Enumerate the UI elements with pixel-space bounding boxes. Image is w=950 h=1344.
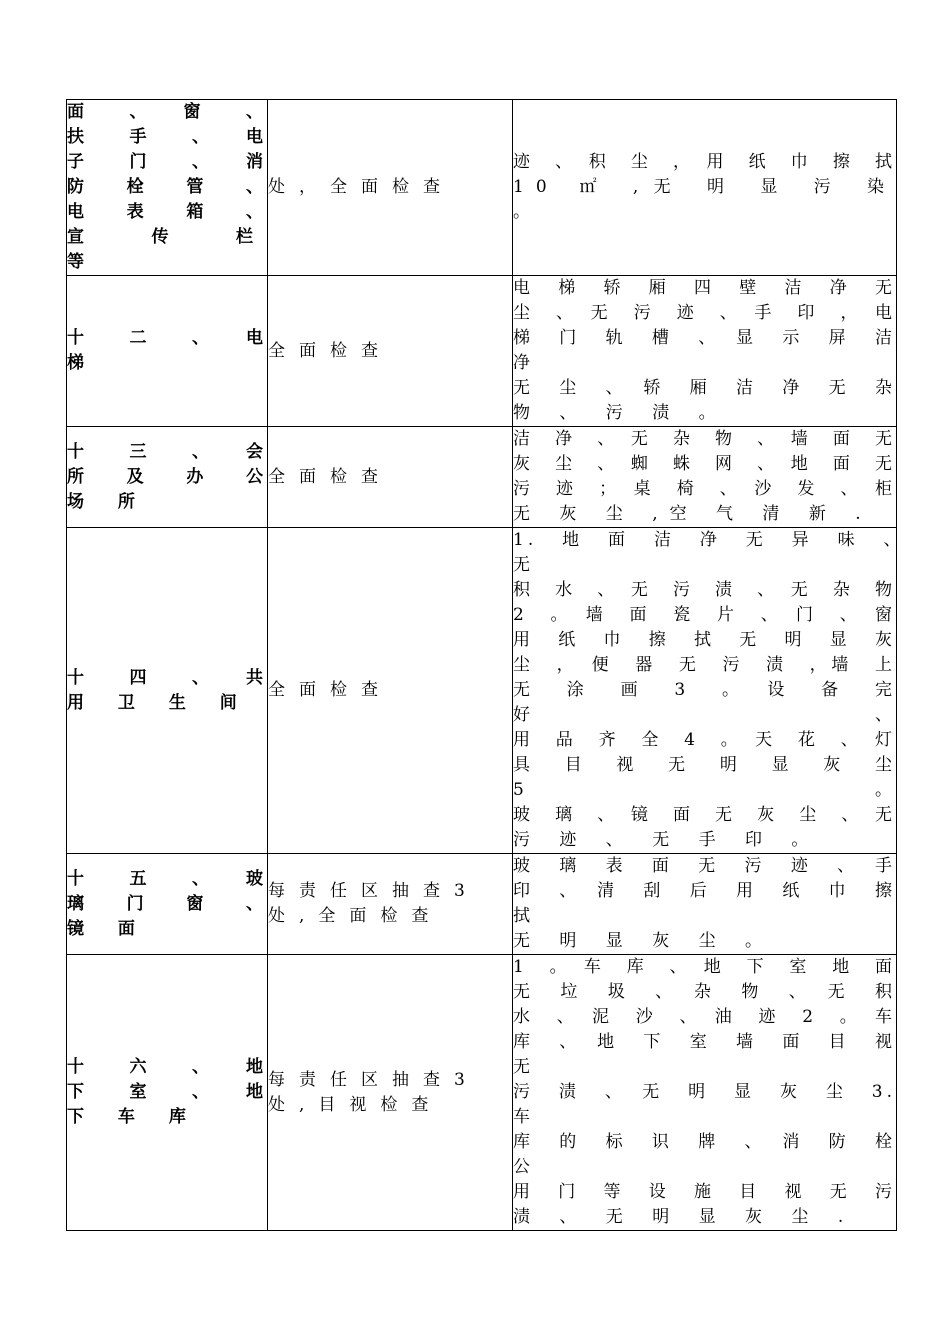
text-line: 电 表 箱 、 — [67, 202, 267, 222]
table-row — [67, 427, 897, 528]
text-line: 无 明 显 灰 尘 。 — [513, 931, 775, 951]
text-line: 镜 面 — [67, 918, 149, 939]
text-line: 无 灰 尘 ,空 气 清 新 . — [513, 504, 873, 524]
method-cell: 处，全面检查 — [268, 100, 513, 276]
table-row — [67, 528, 897, 854]
text-line: 库 、 地 下 室 墙 面 目 视 无 — [513, 1032, 917, 1077]
method-cell: 每责任区抽查3处,目视检查 — [268, 955, 513, 1231]
text-line: 洁 净 、 无 杂 物 、 墙 面 无 — [513, 429, 896, 449]
table-row — [67, 276, 897, 427]
text-line: 十 四 、 共 — [67, 667, 267, 688]
text-line: 璃 门 窗 、 — [67, 893, 267, 914]
item-cell — [67, 528, 268, 854]
text-line: 污 迹 ； 桌 椅 、 沙 发 、 柜 — [513, 479, 896, 499]
item-cell — [67, 854, 268, 955]
text-line: 面 、 窗 、 — [67, 102, 267, 122]
text-line: 无 垃 圾 、 杂 物 、 无 积 — [513, 982, 896, 1002]
text-line: 下 车 库 — [67, 1107, 200, 1127]
text-line: 场 所 — [67, 491, 149, 512]
method-cell: 每责任区抽查3处,全面检查 — [268, 854, 513, 955]
standard-cell — [513, 100, 897, 276]
text-line: 用 门 等 设 施 目 视 无 污 — [513, 1182, 896, 1202]
text-line: 用 纸 巾 擦 拭 无 明 显 灰 — [513, 630, 896, 650]
text-line: 宣 传 栏 等 — [67, 227, 298, 272]
text-line: 用 卫 生 间 — [67, 692, 251, 713]
item-cell — [67, 955, 268, 1231]
item-cell — [67, 427, 268, 528]
text-line: 电 梯 轿 厢 四 壁 洁 净 无 — [513, 278, 896, 298]
text-line: 玻 璃 、 镜 面 无 灰 尘 、 无 — [513, 805, 896, 825]
inspection-standards-table — [66, 99, 917, 1231]
text-line: 尘 ， 便 器 无 污 渍 ，墙 上 — [513, 655, 896, 675]
text-line: 所 及 办 公 — [67, 466, 267, 487]
text-line: 库 的 标 识 牌 、 消 防 栓 公 — [513, 1132, 917, 1177]
standard-cell — [513, 276, 917, 427]
standard-cell — [513, 854, 917, 955]
text-line: 印 、 清 刮 后 用 纸 巾 擦 拭 — [513, 881, 917, 926]
text-line: 具 目 视 无 明 显 灰 尘 5 。 — [513, 755, 917, 800]
text-line: 污 迹 、 无 手 印 。 — [513, 830, 821, 850]
text-line: 无 尘 、 轿 厢 洁 净 无 杂 — [513, 378, 896, 398]
standard-cell — [513, 427, 897, 528]
text-line: 1 。 车 库 、 地 下 室 地 面 — [513, 957, 896, 977]
method-cell: 全面检查 — [268, 427, 513, 528]
text-line: 下 室 、 地 — [67, 1082, 267, 1102]
text-line: 尘 、 无 污 迹 、 手 印 ， 电 — [513, 303, 896, 323]
text-line: 玻 璃 表 面 无 污 迹 、 手 — [513, 856, 896, 876]
method-cell: 全面检查 — [268, 276, 513, 427]
item-cell — [67, 100, 298, 276]
text-line: 10 ㎡ ,无 明 显 污 染 。 — [513, 177, 896, 222]
standard-cell — [513, 955, 917, 1231]
text-line: 水 、 泥 沙 、 油 迹 2 。 车 — [513, 1007, 896, 1027]
table-row — [67, 854, 897, 955]
item-cell — [67, 276, 268, 427]
text-line: 扶 手 、 电 — [67, 127, 267, 147]
text-line: 1. 地 面 洁 净 无 异 味 、 无 — [513, 530, 917, 575]
text-line: 子 门 、 消 — [67, 152, 267, 172]
table-row — [67, 955, 897, 1231]
standard-cell — [513, 528, 917, 854]
text-line: 十 六 、 地 — [67, 1057, 267, 1077]
text-line: 迹 、 积 尘 ， 用 纸 巾 擦 拭 — [513, 152, 896, 172]
text-line: 梯 门 轨 槽 、 显 示 屏 洁 净 — [513, 328, 917, 373]
text-line: 梯 — [67, 353, 98, 373]
text-line: 无 涂 画 3 。 设 备 完 好 、 — [513, 680, 917, 725]
text-line: 污 渍 、 无 明 显 灰 尘 3. 车 — [513, 1082, 917, 1127]
table-row — [67, 100, 897, 276]
text-line: 十 二 、 电 — [67, 328, 267, 348]
text-line: 十 五 、 玻 — [67, 868, 267, 889]
text-line: 十 三 、 会 — [67, 441, 267, 462]
text-line: 物 、 污 渍 。 — [513, 403, 728, 423]
text-line: 防 栓 管 、 — [67, 177, 267, 197]
text-line: 2 。 墙 面 瓷 片 、 门 、 窗 — [513, 605, 896, 625]
method-cell: 全面检查 — [268, 528, 513, 854]
text-line: 积 水 、 无 污 渍 、 无 杂 物 — [513, 580, 896, 600]
text-line: 灰 尘 、 蜘 蛛 网 、 地 面 无 — [513, 454, 896, 474]
text-line: 用 品 齐 全 4 。 天 花 、 灯 — [513, 730, 896, 750]
text-line: 渍 、 无 明 显 灰 尘 . — [513, 1207, 856, 1227]
